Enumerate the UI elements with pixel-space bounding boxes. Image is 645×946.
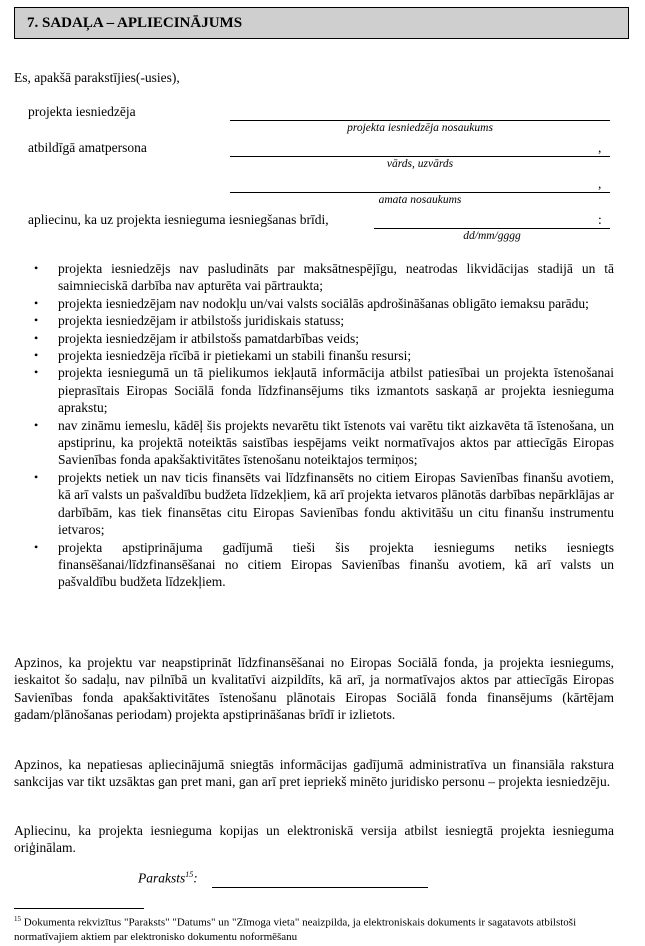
section-title: 7. SADAĻA – APLIECINĀJUMS [27, 15, 243, 31]
declaration-list [28, 260, 614, 591]
bullet-icon: • [34, 261, 39, 275]
list-item: • projekta iesniedzējam ir atbilstošs pamatdarbības veids; [34, 330, 360, 346]
date-field[interactable] [374, 228, 610, 229]
applicant-name-field[interactable] [230, 120, 610, 121]
bullet-icon: • [34, 295, 39, 310]
official-name-field[interactable] [230, 156, 610, 157]
official-label: atbildīgā amatpersona [28, 140, 147, 155]
list-item: • projekta iesniedzējam ir atbilstošs juridiskais statuss; [34, 313, 345, 329]
position-comma: , [598, 176, 602, 191]
list-item: • projekts netiek un nav ticis finansēts vai līdzfinansēts no citiem Eiropas Savienības finanšu avotiem, kā arī valsts un pašvaldību budžeta līdzekļiem, kā arī projekta ietvaros plānotās darbības nepārklājas ar darbībām, kas tiek finansētas citu Eiropas Savienības fondu aktivitāšu un citu finanšu instrumentu ietvaros; [34, 469, 614, 538]
copies-paragraph: Apliecinu, ka projekta iesnieguma kopijas un elektroniskā versija atbilst iesniegtā projekta iesnieguma oriģinālam. [14, 823, 614, 856]
footnote-number: 15 [14, 915, 21, 923]
signature-label: Paraksts$^{15}$: [138, 870, 198, 886]
footnote-ref: 15 [185, 870, 194, 879]
list-item: • projekta iesniedzējs nav pasludināts par maksātnespējīgu, neatrodas likvidācijas stadijā un tā saimnieciskā darbība nav apturēta vai pārtraukta; [34, 261, 614, 294]
signer-intro: Es, apakšā parakstījies(-usies), [14, 70, 180, 85]
bullet-icon: • [34, 365, 39, 380]
list-item: • nav zināmu iemeslu, kādēļ šis projekts nevarētu tikt īstenots vai varētu tikt aizkavēta tā īstenošana, un apstiprinu, ka projektā noteiktās saistības iespējams veikt normatīvajos aktos par attiecīgās Eiropas Savienības fonda apakšaktivitātes īstenošanu noteiktajos termiņos; [34, 417, 614, 468]
name-caption: vārds, uzvārds [386, 158, 454, 170]
list-item: • projekta iesniedzējam nav nodokļu un/vai valsts sociālās apdrošināšanas obligāto iemaksu parādu; [34, 295, 589, 311]
bullet-icon: • [34, 330, 39, 345]
signature-field[interactable] [212, 887, 428, 888]
list-item: • projekta iesniedzēja rīcībā ir pietiekami un stabili finanšu resursi; [34, 348, 412, 364]
awareness-paragraph: Apzinos, ka projektu var neapstiprināt līdzfinansēšanai no Eiropas Sociālā fonda, ja projekta iesniegums, ieskaitot šo sadaļu, nav pilnībā un kvalitatīvi aizpildīts, kā arī, ja normatīvajos aktos par attiecīgās Eiropas Savienības fonda apakšaktivitātes īstenošanu plānotais Eiropas Sociālā fonda finansējums (kārtējam gadam/plānošanas periodam) projekta apstiprināšanas brīdī ir izlietots. [14, 655, 614, 723]
bullet-icon: • [34, 417, 39, 432]
footnote-text: Dokumenta rekvizītus "Paraksts" "Datums" un "Zīmoga vieta" neaizpilda, ja elektroniskais dokuments ir sagatavots atbilstoši normatīvajiem aktiem par elektronisko dokumentu noformēšanu [14, 916, 577, 943]
bullet-icon: • [34, 539, 39, 554]
applicant-label: projekta iesniedzēja [28, 104, 136, 119]
section-header [14, 7, 629, 39]
position-field[interactable] [230, 192, 610, 193]
sanctions-paragraph: Apzinos, ka nepatiesas apliecinājumā sniegtās informācijas gadījumā administratīva un finansiāla rakstura sankcijas var tikt uzsāktas gan pret mani, gan arī pret iepriekš minēto juridisko personu – projekta iesniedzēju. [14, 757, 614, 790]
name-comma: , [598, 140, 602, 155]
applicant-name-caption: projekta iesniedzēja nosaukums [347, 122, 493, 134]
bullet-icon: • [34, 348, 39, 363]
footnote [14, 912, 634, 944]
list-item: • projekta iesniegumā un tā pielikumos iekļautā informācija atbilst patiesībai un projekta īstenošanai pieprasītais Eiropas Sociālā fonda līdzfinansējums tiks izmantots saskaņā ar projekta iesnieguma aprakstu; [34, 365, 614, 416]
confirm-label: apliecinu, ka uz projekta iesnieguma iesniegšanas brīdi, [28, 212, 329, 227]
list-item: • projekta apstiprinājuma gadījumā tieši šis projekta iesniegums netiks iesniegts finansēšanai/līdzfinansēšanai no citiem Eiropas Savienības finanšu avotiem, kā arī valsts un pašvaldību budžeta līdzekļiem. [34, 539, 614, 590]
bullet-icon: • [34, 313, 39, 328]
position-caption: amata nosaukums [378, 194, 462, 206]
date-colon: : [598, 212, 602, 227]
footnote-divider [14, 908, 144, 909]
bullet-icon: • [34, 469, 39, 484]
date-caption: dd/mm/gggg [463, 230, 521, 242]
